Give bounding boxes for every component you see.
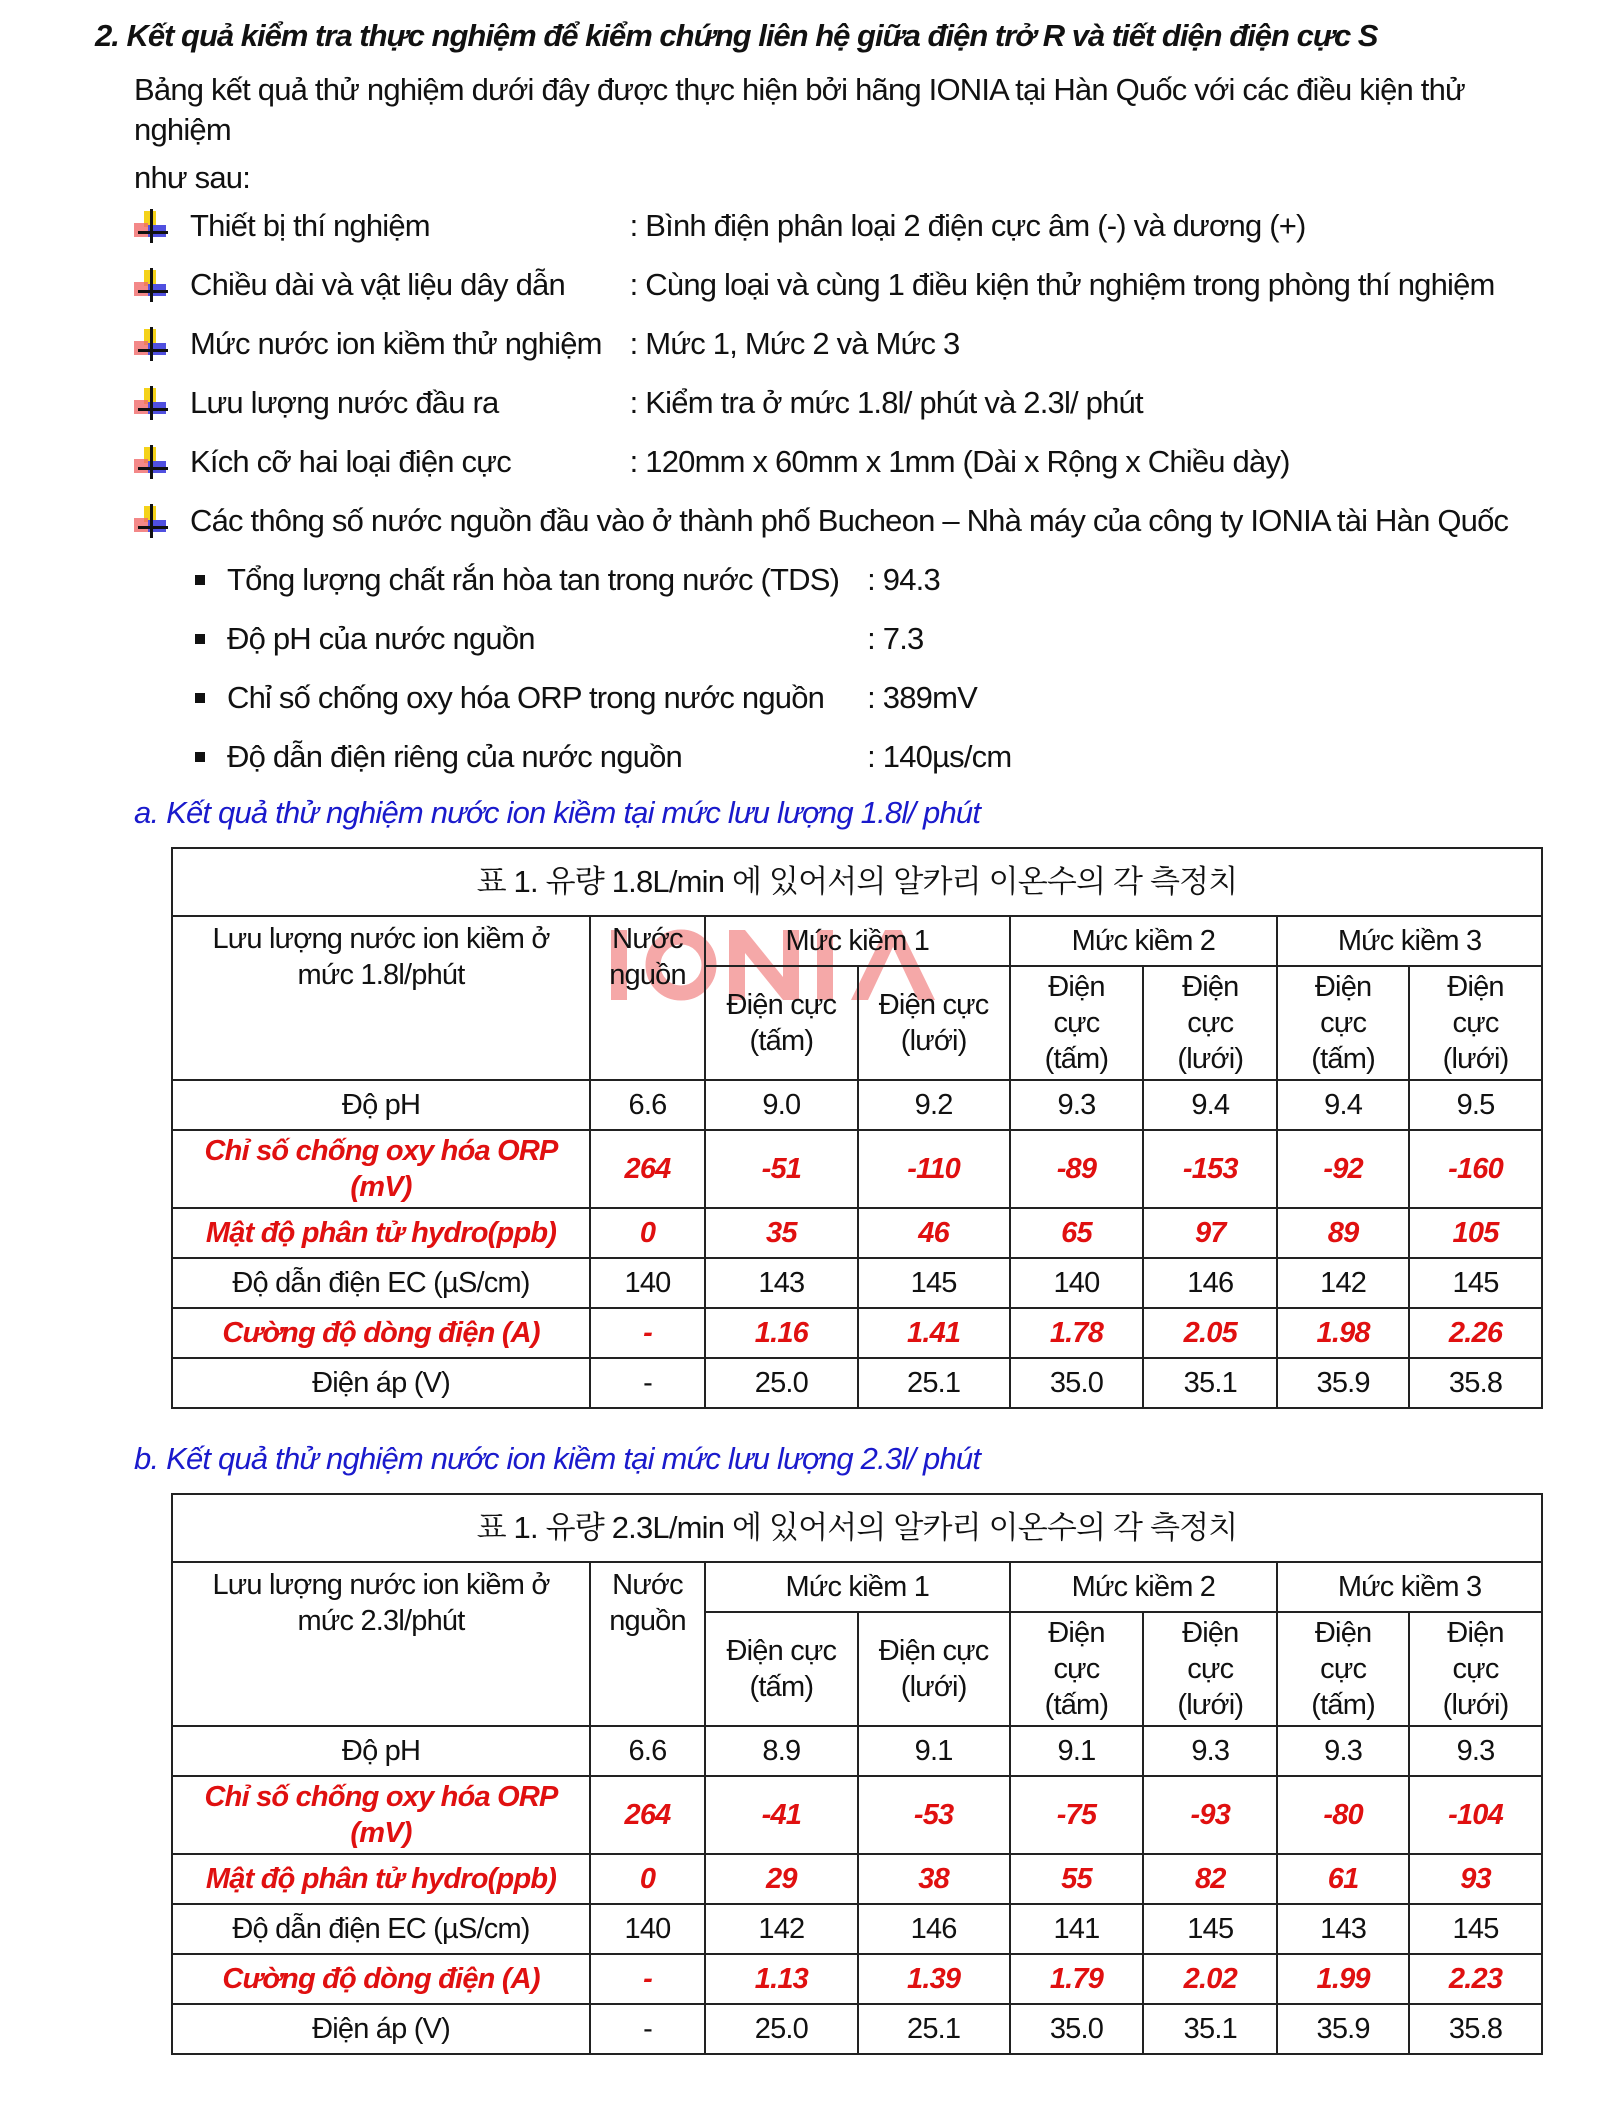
intro-line-1: Bảng kết quả thử nghiệm dưới đây được thực hiện bởi hãng IONIA tại Hàn Quốc với các điều kiện thử nghiệm [134, 72, 1465, 147]
table-row [172, 2004, 1542, 2054]
cell-value: 61 [1277, 1854, 1409, 1904]
cell-value: 2.02 [1143, 1954, 1277, 2004]
cell-value: 9.1 [858, 1726, 1010, 1776]
row-label: Độ dẫn điện EC (µS/cm) [172, 1904, 590, 1954]
row-label: Chỉ số chống oxy hóa ORP (mV) [172, 1776, 590, 1854]
table-row [172, 1080, 1542, 1130]
cell-value: 89 [1277, 1208, 1409, 1258]
cell-value: 140 [1010, 1258, 1144, 1308]
cell-value: 25.0 [705, 1358, 858, 1408]
row-label: Mật độ phân tử hydro(ppb) [172, 1854, 590, 1904]
square-bullet-icon [195, 634, 205, 644]
cell-value: 9.4 [1143, 1080, 1277, 1130]
level-header: Mức kiềm 3 [1277, 1562, 1542, 1612]
level-header: Mức kiềm 1 [705, 916, 1010, 966]
row-label: Chỉ số chống oxy hóa ORP (mV) [172, 1130, 590, 1208]
cell-value: 146 [1143, 1258, 1277, 1308]
cell-value: 1.41 [858, 1308, 1010, 1358]
cell-value: 1.79 [1010, 1954, 1144, 2004]
bullet-icon [134, 209, 168, 243]
electrode-header: Điện cực (lưới) [1409, 1612, 1542, 1726]
test-conditions [134, 206, 1560, 482]
row-label: Điện áp (V) [172, 2004, 590, 2054]
param-value: : 389mV [867, 680, 978, 715]
cell-value: 6.6 [590, 1080, 705, 1130]
cell-value: 105 [1409, 1208, 1542, 1258]
results-table [171, 847, 1543, 1409]
bullet-icon [134, 445, 168, 479]
condition-label: Thiết bị thí nghiệm [190, 208, 430, 243]
cell-value: 55 [1010, 1854, 1144, 1904]
cell-value: 35.1 [1143, 2004, 1277, 2054]
table-title: 표 1. 유량 2.3L/min 에 있어서의 알카리 이온수의 각 측정치 [172, 1494, 1542, 1562]
cell-value: 141 [1010, 1904, 1144, 1954]
cell-value: 93 [1409, 1854, 1542, 1904]
cell-value: 145 [1143, 1904, 1277, 1954]
table-row [172, 1130, 1542, 1208]
level-header: Mức kiềm 3 [1277, 916, 1542, 966]
results-table [171, 1493, 1543, 2055]
cell-value: 1.39 [858, 1954, 1010, 2004]
bullet-icon [134, 386, 168, 420]
cell-value: -53 [858, 1776, 1010, 1854]
bullet-icon [134, 268, 168, 302]
electrode-header: Điện cực (tấm) [1010, 966, 1144, 1080]
cell-value: 29 [705, 1854, 858, 1904]
cell-value: 9.3 [1010, 1080, 1144, 1130]
cell-value: 25.1 [858, 1358, 1010, 1408]
table-row [172, 1904, 1542, 1954]
param-value: : 7.3 [867, 621, 924, 656]
param-label: Độ dẫn điện riêng của nước nguồn [227, 739, 682, 774]
row-label: Độ dẫn điện EC (µS/cm) [172, 1258, 590, 1308]
cell-value: -75 [1010, 1776, 1144, 1854]
cell-value: -110 [858, 1130, 1010, 1208]
bullet-icon [134, 327, 168, 361]
level-header: Mức kiềm 1 [705, 1562, 1010, 1612]
cell-value: 9.0 [705, 1080, 858, 1130]
table-subtitle: a. Kết quả thử nghiệm nước ion kiềm tại mức lưu lượng 1.8l/ phút [134, 795, 981, 830]
cell-value: 97 [1143, 1208, 1277, 1258]
cell-value: 38 [858, 1854, 1010, 1904]
square-bullet-icon [195, 693, 205, 703]
cell-value: - [590, 1954, 705, 2004]
cell-value: 146 [858, 1904, 1010, 1954]
table-row [172, 1208, 1542, 1258]
table-row [172, 1308, 1542, 1358]
electrode-header: Điện cực (lưới) [1143, 1612, 1277, 1726]
electrode-header: Điện cực (tấm) [1277, 966, 1409, 1080]
row-header: Lưu lượng nước ion kiềm ở mức 2.3l/phút [172, 1562, 590, 1726]
cell-value: 35.1 [1143, 1358, 1277, 1408]
cell-value: 65 [1010, 1208, 1144, 1258]
cell-value: 9.5 [1409, 1080, 1542, 1130]
condition-value: : Kiểm tra ở mức 1.8l/ phút và 2.3l/ phút [629, 385, 1143, 420]
table-row [172, 1776, 1542, 1854]
condition-label: Mức nước ion kiềm thử nghiệm [190, 326, 602, 361]
cell-value: 1.98 [1277, 1308, 1409, 1358]
row-label: Cường độ dòng điện (A) [172, 1954, 590, 2004]
cell-value: 140 [590, 1258, 705, 1308]
electrode-header: Điện cực (tấm) [1277, 1612, 1409, 1726]
cell-value: 1.13 [705, 1954, 858, 2004]
condition-label: Chiều dài và vật liệu dây dẫn [190, 267, 565, 302]
cell-value: 35.8 [1409, 2004, 1542, 2054]
cell-value: 35 [705, 1208, 858, 1258]
cell-value: 1.78 [1010, 1308, 1144, 1358]
cell-value: 0 [590, 1854, 705, 1904]
cell-value: 142 [1277, 1258, 1409, 1308]
param-value: : 94.3 [867, 562, 940, 597]
cell-value: 2.26 [1409, 1308, 1542, 1358]
cell-value: 0 [590, 1208, 705, 1258]
cell-value: 145 [1409, 1904, 1542, 1954]
cell-value: 2.05 [1143, 1308, 1277, 1358]
row-label: Độ pH [172, 1080, 590, 1130]
cell-value: 142 [705, 1904, 858, 1954]
electrode-header: Điện cực (lưới) [1409, 966, 1542, 1080]
row-label: Cường độ dòng điện (A) [172, 1308, 590, 1358]
condition-value: : Cùng loại và cùng 1 điều kiện thử nghiệm trong phòng thí nghiệm [629, 267, 1495, 302]
table-row [172, 1726, 1542, 1776]
cell-value: 143 [705, 1258, 858, 1308]
cell-value: - [590, 1358, 705, 1408]
cell-value: -92 [1277, 1130, 1409, 1208]
cell-value: 264 [590, 1776, 705, 1854]
cell-value: -160 [1409, 1130, 1542, 1208]
table-row [172, 1954, 1542, 2004]
source-header: Nước nguồn [590, 1562, 705, 1726]
cell-value: -104 [1409, 1776, 1542, 1854]
electrode-header: Điện cực (tấm) [705, 1612, 858, 1726]
table-row [172, 1358, 1542, 1408]
cell-value: 1.16 [705, 1308, 858, 1358]
condition-value: : Mức 1, Mức 2 và Mức 3 [629, 326, 960, 361]
cell-value: 264 [590, 1130, 705, 1208]
intro-line-2: như sau: [134, 160, 251, 195]
condition-label: Kích cỡ hai loại điện cực [190, 444, 511, 479]
row-label: Mật độ phân tử hydro(ppb) [172, 1208, 590, 1258]
square-bullet-icon [195, 575, 205, 585]
cell-value: 35.0 [1010, 1358, 1144, 1408]
electrode-header: Điện cực (lưới) [1143, 966, 1277, 1080]
source-intro-line [134, 501, 1560, 541]
cell-value: 145 [1409, 1258, 1542, 1308]
cell-value: 145 [858, 1258, 1010, 1308]
electrode-header: Điện cực (tấm) [705, 966, 858, 1080]
cell-value: 82 [1143, 1854, 1277, 1904]
cell-value: -51 [705, 1130, 858, 1208]
table-row [172, 1258, 1542, 1308]
square-bullet-icon [195, 752, 205, 762]
cell-value: -93 [1143, 1776, 1277, 1854]
table-subtitle: b. Kết quả thử nghiệm nước ion kiềm tại mức lưu lượng 2.3l/ phút [134, 1441, 981, 1476]
source-intro: Các thông số nước nguồn đầu vào ở thành phố Bucheon – Nhà máy của công ty IONIA tài Hàn Quốc [190, 503, 1509, 538]
condition-value: : 120mm x 60mm x 1mm (Dài x Rộng x Chiều dày) [629, 444, 1290, 479]
source-header: Nước nguồn [590, 916, 705, 1080]
section-heading: 2. Kết quả kiểm tra thực nghiệm để kiểm chứng liên hệ giữa điện trở R và tiết diện điện cực S [95, 18, 1378, 53]
cell-value: -80 [1277, 1776, 1409, 1854]
level-header: Mức kiềm 2 [1010, 916, 1278, 966]
electrode-header: Điện cực (lưới) [858, 966, 1010, 1080]
cell-value: 9.2 [858, 1080, 1010, 1130]
cell-value: - [590, 2004, 705, 2054]
cell-value: 143 [1277, 1904, 1409, 1954]
param-label: Độ pH của nước nguồn [227, 621, 535, 656]
cell-value: 25.0 [705, 2004, 858, 2054]
cell-value: - [590, 1308, 705, 1358]
cell-value: 6.6 [590, 1726, 705, 1776]
source-parameters [195, 560, 1560, 777]
cell-value: 1.99 [1277, 1954, 1409, 2004]
table-title: 표 1. 유량 1.8L/min 에 있어서의 알카리 이온수의 각 측정치 [172, 848, 1542, 916]
cell-value: 9.1 [1010, 1726, 1144, 1776]
cell-value: -89 [1010, 1130, 1144, 1208]
electrode-header: Điện cực (lưới) [858, 1612, 1010, 1726]
row-label: Độ pH [172, 1726, 590, 1776]
param-label: Chỉ số chống oxy hóa ORP trong nước nguồn [227, 680, 825, 715]
cell-value: 25.1 [858, 2004, 1010, 2054]
cell-value: 35.8 [1409, 1358, 1542, 1408]
cell-value: 9.3 [1143, 1726, 1277, 1776]
cell-value: 35.0 [1010, 2004, 1144, 2054]
cell-value: -41 [705, 1776, 858, 1854]
table-row [172, 1854, 1542, 1904]
cell-value: -153 [1143, 1130, 1277, 1208]
cell-value: 35.9 [1277, 1358, 1409, 1408]
cell-value: 35.9 [1277, 2004, 1409, 2054]
param-value: : 140µs/cm [867, 739, 1012, 774]
condition-value: : Bình điện phân loại 2 điện cực âm (-) và dương (+) [629, 208, 1306, 243]
cell-value: 46 [858, 1208, 1010, 1258]
electrode-header: Điện cực (tấm) [1010, 1612, 1144, 1726]
condition-label: Lưu lượng nước đầu ra [190, 385, 499, 420]
cell-value: 140 [590, 1904, 705, 1954]
level-header: Mức kiềm 2 [1010, 1562, 1278, 1612]
bullet-icon [134, 504, 168, 538]
cell-value: 9.3 [1409, 1726, 1542, 1776]
cell-value: 8.9 [705, 1726, 858, 1776]
cell-value: 2.23 [1409, 1954, 1542, 2004]
cell-value: 9.3 [1277, 1726, 1409, 1776]
cell-value: 9.4 [1277, 1080, 1409, 1130]
param-label: Tổng lượng chất rắn hòa tan trong nước (TDS) [227, 562, 840, 597]
row-header: Lưu lượng nước ion kiềm ở mức 1.8l/phút [172, 916, 590, 1080]
row-label: Điện áp (V) [172, 1358, 590, 1408]
